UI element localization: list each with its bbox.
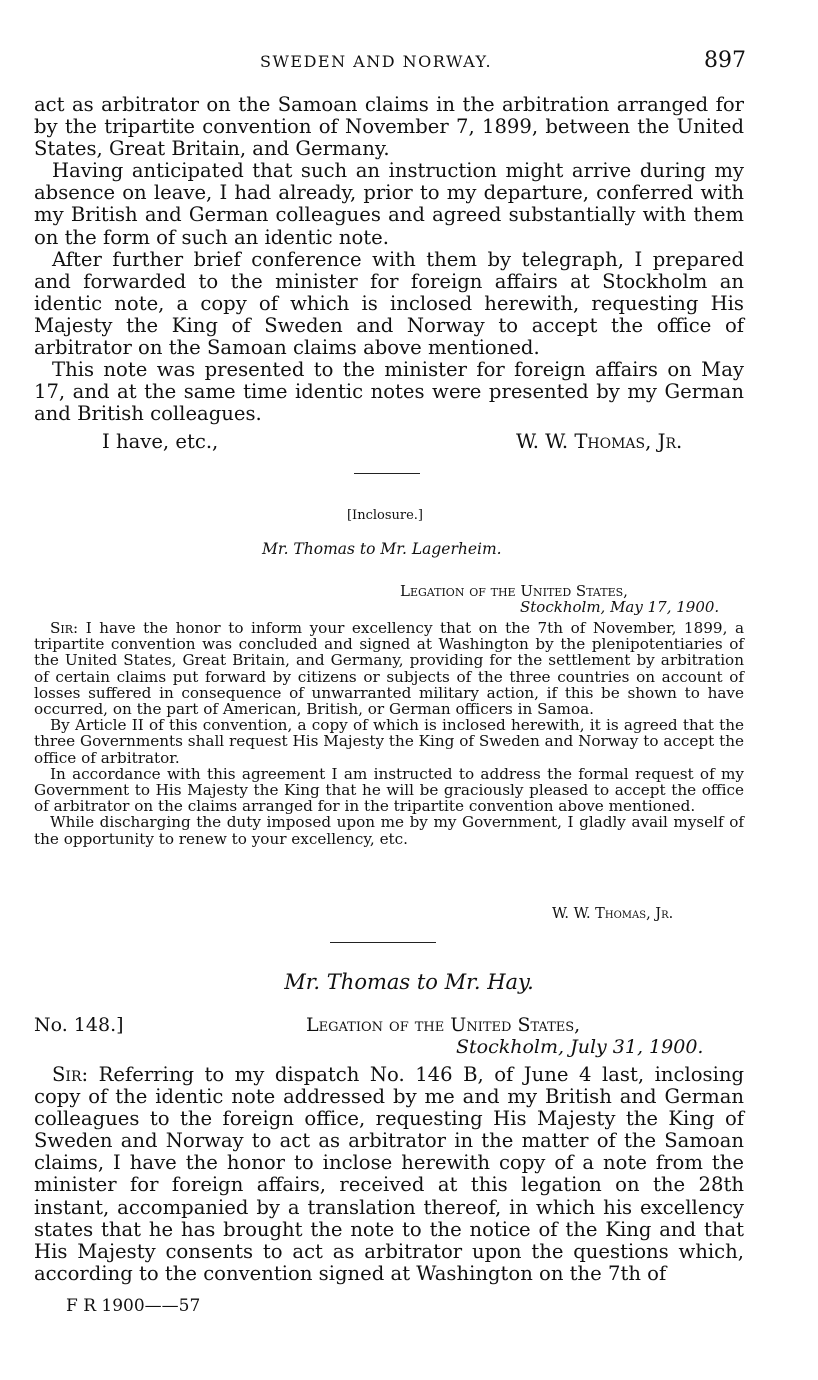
paragraph: In accordance with this agreement I am instructed to address the formal request of my Government to His Majesty the King that he will be graciously pleased to accept the office of arbitrator on the claims arranged for in the tripartite convention above mentioned. (34, 764, 744, 816)
paragraph: This note was presented to the minister for foreign affairs on May 17, and at the same time identic notes were presented by my German and British colleagues. (34, 358, 744, 426)
salutation: Sir: (52, 1063, 89, 1086)
page-header (0, 48, 818, 76)
letter-place: Legation of the United States, (306, 1014, 581, 1036)
paragraph: Having anticipated that such an instruction might arrive during my absence on leave, I had already, prior to my departure, conferred with my British and German colleagues and agreed substantially with them on the form of such an identic note. (34, 159, 744, 249)
paragraph: act as arbitrator on the Samoan claims in the arbitration arranged for by the tripartite convention of November 7, 1899, between the United States, Great Britain, and Germany. (34, 93, 744, 161)
signature: W. W. Thomas, Jr. (516, 430, 683, 453)
section-divider (330, 942, 436, 943)
dispatch-number: No. 148.] (34, 1014, 124, 1036)
salutation: Sir: (50, 619, 79, 637)
inclosure-body (34, 620, 744, 847)
closing: I have, etc., (102, 430, 219, 453)
signature-mark: F R 1900——57 (66, 1296, 201, 1316)
section-divider (354, 473, 420, 474)
inclosure-signature: W. W. Thomas, Jr. (552, 906, 674, 922)
inclosure-heading: Mr. Thomas to Mr. Lagerheim. (262, 540, 502, 558)
page-number: 897 (704, 48, 746, 73)
letter-body (34, 1064, 744, 1285)
letter-body (34, 94, 744, 425)
inclosure-date: Stockholm, May 17, 1900. (520, 598, 720, 616)
paragraph: After further brief conference with them by telegraph, I prepared and forwarded to the minister for foreign affairs at Stockholm an identic note, a copy of which is inclosed herewith, requesting His Majesty the King of Sweden and Norway to accept the office of arbitrator on the Samoan claims above mentioned. (34, 247, 744, 360)
paragraph: I have the honor to inform your excellency that on the 7th of November, 1899, a tripartite convention was concluded and signed at Washington by the plenipotentiaries of the United States, Great Britain, and Germany, providing for the settlement by arbitration of certain claims put forward by citizens or subjects of the three countries on account of losses suffered in consequence of unwarranted military action, if this be shown to have occurred, on the part of American, British, or German officers in Samoa. (34, 619, 745, 719)
letter-heading: Mr. Thomas to Mr. Hay. (284, 970, 534, 994)
running-head: SWEDEN AND NORWAY. (260, 52, 493, 71)
letter-signoff (34, 430, 744, 454)
paragraph: By Article II of this convention, a copy of which is inclosed herewith, it is agreed that the three Governments shall request His Majesty the King of Sweden and Norway to accept the office of arbitrator. (34, 716, 744, 767)
letter-date: Stockholm, July 31, 1900. (456, 1036, 704, 1058)
inclosure-label: [Inclosure.] (346, 508, 423, 523)
inclosure-place: Legation of the United States, (400, 582, 628, 600)
paragraph: While discharging the duty imposed upon me by my Government, I gladly avail myself of the opportunity to renew to your excellency, etc. (34, 813, 744, 848)
paragraph: Referring to my dispatch No. 146 B, of June 4 last, inclosing copy of the identic note addressed by me and my British and German colleagues to the foreign office, requesting His Majesty the King of Sweden and Norway to act as arbitrator in the matter of the Samoan claims, I have the honor to inclose herewith copy of a note from the minister for foreign affairs, received at this legation on the 28th instant, accompanied by a translation thereof, in which his excellency states that he has brought the note to the notice of the King and that His Majesty consents to act as arbitrator upon the questions which, according to the convention signed at Washington on the 7th of (34, 1063, 744, 1285)
